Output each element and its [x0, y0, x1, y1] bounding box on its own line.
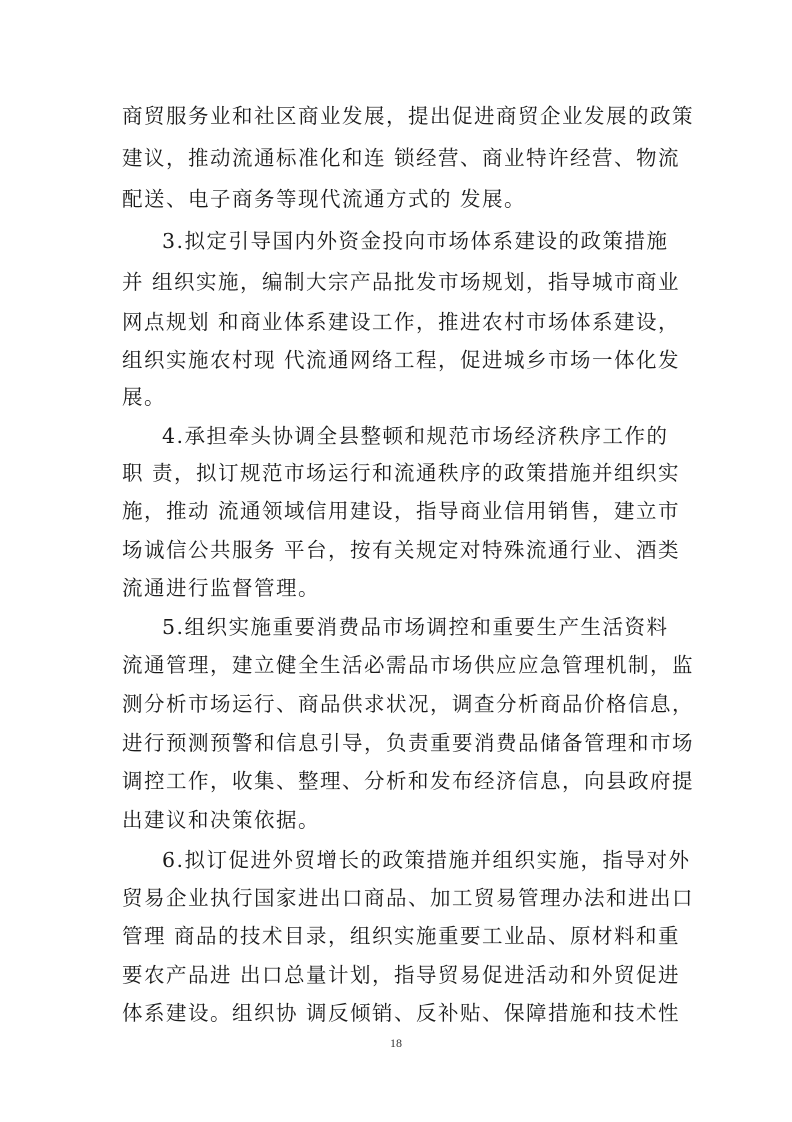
text-line: 出建议和决策依据。 [122, 808, 320, 832]
text-line: 配送、电子商务等现代流通方式的 发展。 [122, 187, 527, 211]
text-line: 组织实施农村现 代流通网络工程，促进城乡市场一体化发 [122, 348, 681, 372]
text-line: 展。 [122, 385, 166, 409]
text-line: 管理 商品的技术目录，组织实施重要工业品、原材料和重 [122, 924, 681, 948]
text-line: 商贸服务业和社区商业发展，提出促进商贸企业发展的政策 [122, 104, 694, 128]
text-line: 并 组织实施，编制大宗产品批发市场规划，指导城市商业 [122, 270, 681, 294]
paragraph-3-first-line: 3.拟定引导国内外资金投向市场体系建设的政策措施 [162, 229, 669, 253]
text-line: 要农产品进 出口总量计划，指导贸易促进活动和外贸促进 [122, 963, 681, 987]
paragraph-4-first-line: 4.承担牵头协调全县整顿和规范市场经济秩序工作的 [162, 424, 669, 448]
text-line: 建议，推动流通标准化和连 锁经营、商业特许经营、物流 [122, 146, 681, 170]
text-line: 测分析市场运行、商品供求状况，调查分析商品价格信息， [122, 692, 694, 716]
page-number: 18 [390, 1036, 402, 1050]
text-line: 场诚信公共服务 平台，按有关规定对特殊流通行业、酒类 [122, 538, 681, 562]
text-line: 体系建设。组织协 调反倾销、反补贴、保障措施和技术性 [122, 1001, 681, 1025]
text-line: 网点规划 和商业体系建设工作，推进农村市场体系建设， [122, 310, 681, 334]
text-line: 施，推动 流通领域信用建设，指导商业信用销售，建立市 [122, 499, 681, 523]
paragraph-5-first-line: 5.组织实施重要消费品市场调控和重要生产生活资料 [162, 615, 669, 639]
text-line: 贸易企业执行国家进出口商品、加工贸易管理办法和进出口 [122, 886, 694, 910]
text-line: 流通管理，建立健全生活必需品市场供应应急管理机制，监 [122, 653, 694, 677]
text-line: 进行预测预警和信息引导，负责重要消费品储备管理和市场 [122, 731, 694, 755]
text-line: 职 责，拟订规范市场运行和流通秩序的政策措施并组织实 [122, 461, 681, 485]
text-line: 调控工作，收集、整理、分析和发布经济信息，向县政府提 [122, 769, 694, 793]
paragraph-6-first-line: 6.拟订促进外贸增长的政策措施并组织实施，指导对外 [162, 848, 691, 872]
text-line: 流通进行监督管理。 [122, 576, 320, 600]
